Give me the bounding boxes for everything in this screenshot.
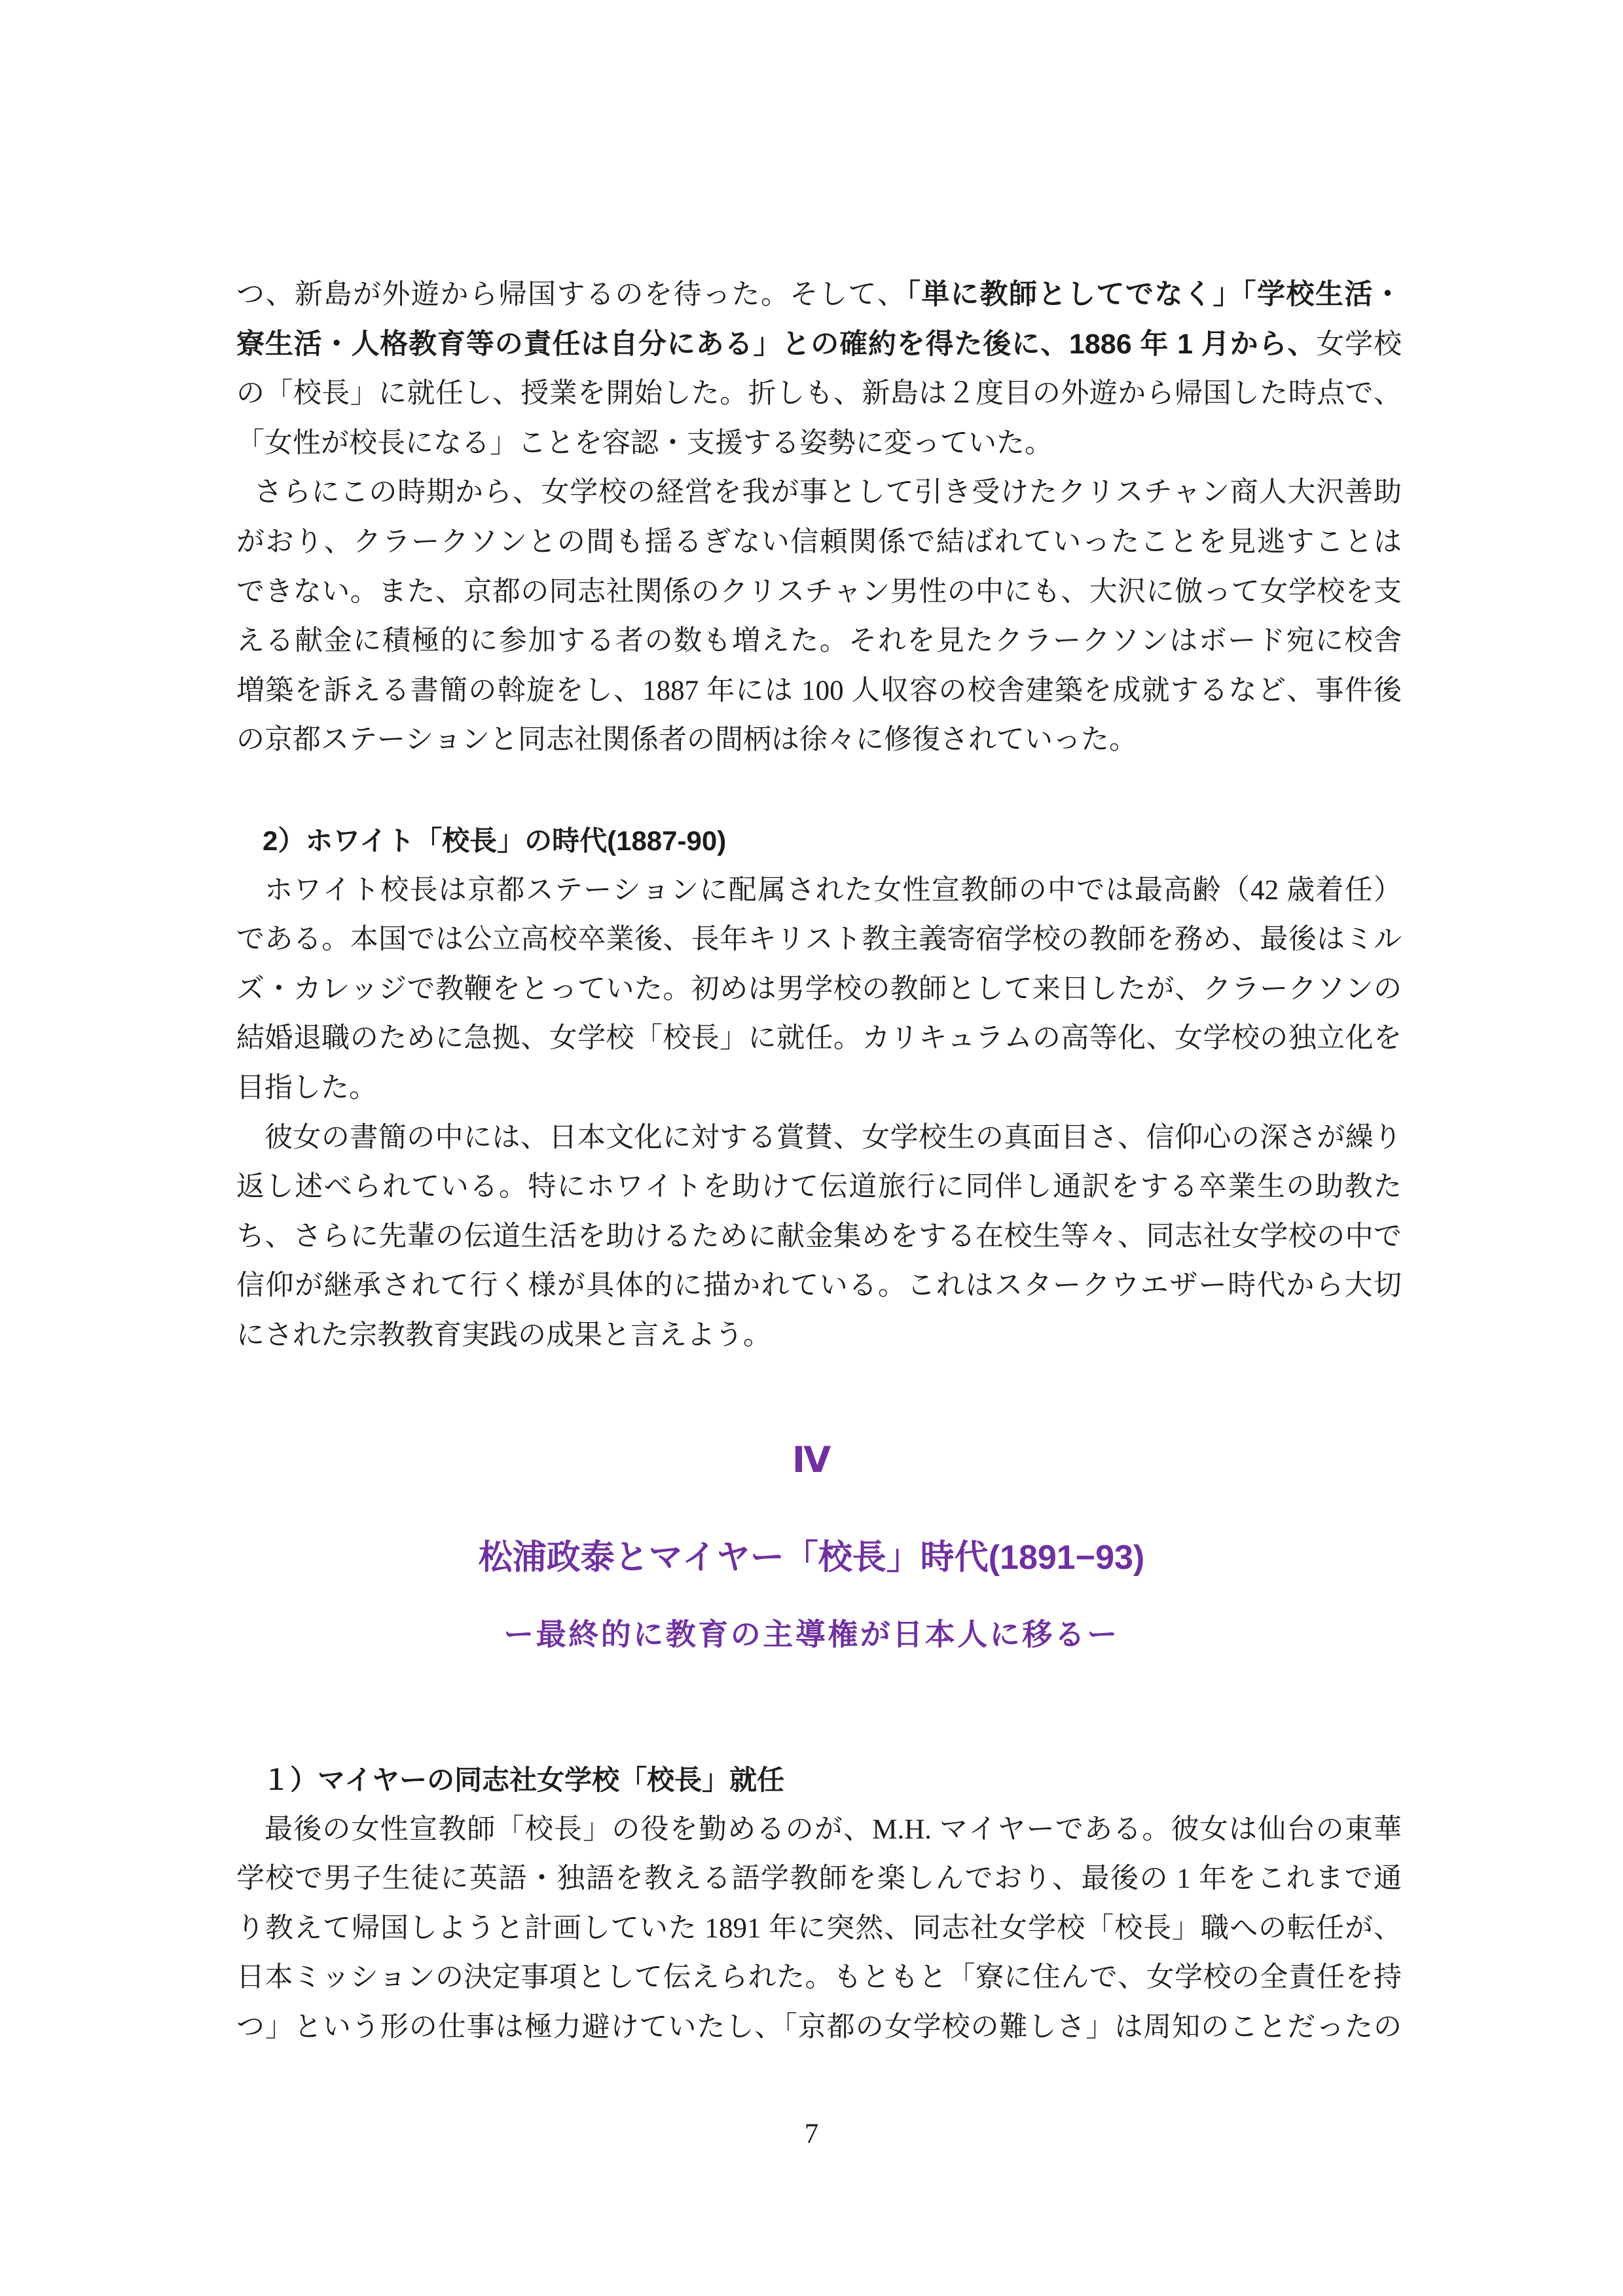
- paragraph: [236, 1805, 1402, 2053]
- paragraph: [236, 866, 1402, 1113]
- chapter-numeral: Ⅳ: [792, 1439, 831, 1480]
- text-line: にされた宗教教育実践の成果と言えよう。: [236, 1319, 771, 1351]
- text-line: ズ・カレッジで教鞭をとっていた。初めは男学校の教師として来日したが、クラークソンの: [236, 973, 1402, 1005]
- paragraph: [236, 468, 1402, 765]
- text-line: である。本国では公立高校卒業後、長年キリスト教主義寄宿学校の教師を務め、最後はミル: [236, 924, 1402, 956]
- chapter-subtitle: ー最終的に教育の主導権が日本人に移るー: [503, 1617, 1120, 1651]
- section-continuation: [236, 270, 1402, 765]
- text-line: できない。また、京都の同志社関係のクリスチャン男性の中にも、大沢に倣って女学校を支: [236, 576, 1402, 607]
- text-line: 結婚退職のために急拠、女学校「校長」に就任。カリキュラムの高等化、女学校の独立化を: [236, 1023, 1402, 1054]
- text-line: の京都ステーションと同志社関係者の間柄は徐々に修復されていった。: [236, 725, 1137, 756]
- text-run: つ、新島が外遊から帰国するのを待った。そして、: [236, 279, 907, 310]
- text-line: [236, 270, 1402, 320]
- text-line: がおり、クラークソンとの間も揺るぎない信頼関係で結ばれていったことを見逃すことは: [236, 526, 1402, 558]
- text-line: さらにこの時期から、女学校の経営を我が事として引き受けたクリスチャン商人大沢善助: [254, 477, 1402, 509]
- paragraph: [236, 270, 1402, 468]
- text-line: ち、さらに先輩の伝道生活を助けるために献金集めをする在校生等々、同志社女学校の中で: [236, 1221, 1402, 1252]
- text-line: り教えて帰国しようと計画していた 1891 年に突然、同志社女学校「校長」職への転任が、: [236, 1912, 1402, 1944]
- section-heading: 2）ホワイト「校長」の時代(1887-90): [263, 825, 727, 856]
- text-line: 増築を訴える書簡の斡旋をし、1887 年には 100 人収容の校舎建築を成就するなど、事件後: [236, 675, 1402, 706]
- text-line: [236, 320, 1402, 370]
- chapter-title: 松浦政泰とマイヤー「校長」時代(1891−93): [478, 1539, 1145, 1577]
- text-line: 信仰が継承されて行く様が具体的に描かれている。これはスタークウエザー時代から大切: [236, 1270, 1402, 1302]
- text-line: ホワイト校長は京都ステーションに配属された女性宣教師の中では最高齢（42 歳着任）: [264, 874, 1402, 906]
- text-line: 日本ミッションの決定事項として伝えられた。もともと「寮に住んで、女学校の全責任を持: [236, 1962, 1402, 1994]
- text-line: 最後の女性宣教師「校長」の役を勤めるのが、M.H. マイヤーである。彼女は仙台の東華: [264, 1814, 1402, 1845]
- section-white-principal: [236, 816, 1402, 1361]
- section-mayer-principal: [236, 1755, 1402, 2053]
- text-line: える献金に積極的に参加する者の数も増えた。それを見たクラークソンはボード宛に校舎: [236, 626, 1402, 657]
- text-line: 目指した。: [236, 1072, 377, 1103]
- text-line: の「校長」に就任し、授業を開始した。折しも、新島は２度目の外遊から帰国した時点で、: [236, 378, 1402, 410]
- section-heading: １）マイヤーの同志社女学校「校長」就任: [263, 1765, 785, 1795]
- text-line: 「女性が校長になる」ことを容認・支援する姿勢に変っていた。: [236, 427, 1053, 459]
- text-run: 女学校: [1316, 329, 1402, 360]
- emphasis-run: 「単に教師としてでなく」「学校生活・: [906, 279, 1402, 310]
- text-line: つ」という形の仕事は極力避けていたし、「京都の女学校の難しさ」は周知のことだったの: [236, 2011, 1402, 2043]
- paragraph: [236, 1113, 1402, 1361]
- text-line: 彼女の書簡の中には、日本文化に対する賞賛、女学校生の真面目さ、信仰心の深さが繰り: [264, 1122, 1402, 1153]
- text-line: 返し述べられている。特にホワイトを助けて伝道旅行に同伴し通訳をする卒業生の助教た: [236, 1172, 1402, 1203]
- page-number: 7: [804, 2119, 819, 2149]
- text-line: 学校で男子生徒に英語・独語を教える語学教師を楽しんでおり、最後の 1 年をこれまで通: [236, 1863, 1402, 1895]
- emphasis-run: 寮生活・人格教育等の責任は自分にある」との確約を得た後に、1886 年 1 月から、: [236, 328, 1317, 360]
